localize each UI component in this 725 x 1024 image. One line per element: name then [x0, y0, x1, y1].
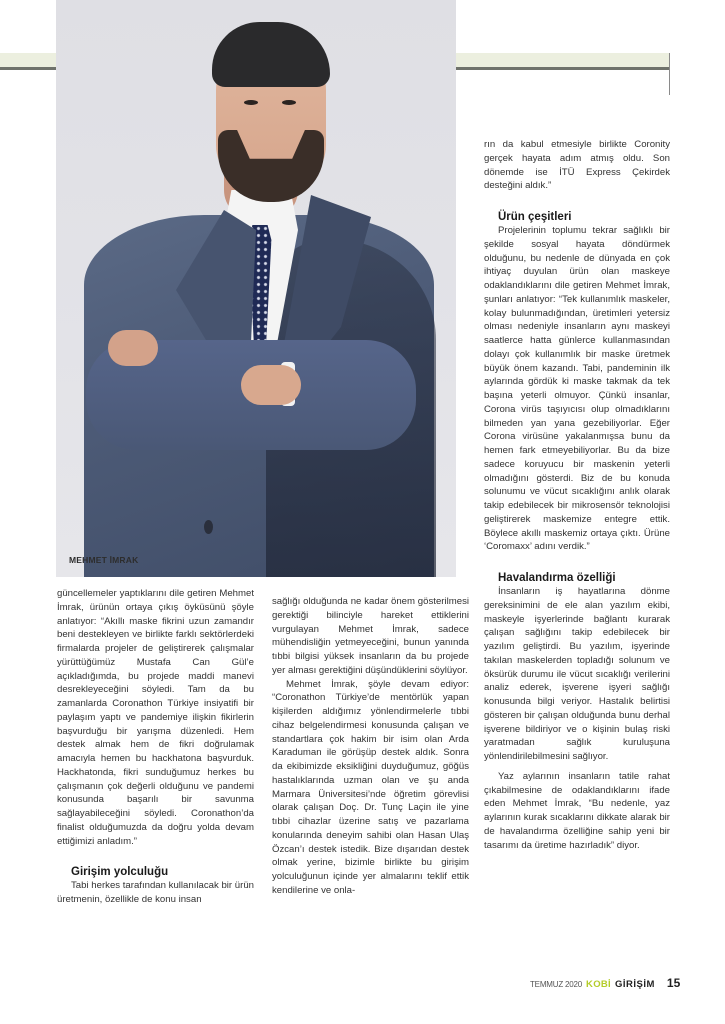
column3-intro: rın da kabul etmesiyle birlikte Coronity gerçek hayata adım atmış oldu. Son dönemde ise İTÜ Express Çekirdek desteğini aldık.” [484, 139, 670, 192]
column2-paragraph: Mehmet İmrak, şöyle devam ediyor: “Coronathon Türkiye’de mentörlük yapan kişilerden aldığımız yönlendirmelerle tıbbi cihaz belgelendirmesi konusunda çalışan ve standartlara çok hakim bir isim olan Arda Karaduman ile görüşüp destek aldık. Sonra da ekibimizde eksikliğini duyduğumuz, göğüs hastalıklarında uzman olan ve şu anda Marmara Üniversitesi’nde öğretim görevlisi olarak çalışan Doç. Dr. Tunç Laçin ile yine tıbbi cihazlar üzerine satış ve pazarlama konularında deneyim sahibi olan Hasan Ulaş Özcan’ı destek istedik. Bize dışarıdan destek olmak yerine, bizimle birlikte bu girişim yolculuğunun içinde yer almalarını teklif ettik kendilerine ve onla- [272, 678, 469, 896]
column1-paragraph: güncellemeler yaptıklarını dile getiren Mehmet İmrak, ürünün ortaya çıkış öyküsünü şöyle anlatıyor: “Akıllı maske fikrini uzun zamandır beni destekleyen ve birlikte farklı sektörlerdeki firmalarda projeler de geliştirerek çalışmalar yürüttüğümüz Mustafa Can Gül’e açıkladığımda, bu projede maddi manevi desrekleyeceğini söyledi. Tam da bu zamanlarda Coronathon Türkiye insiyatifi bir paylaşım yaptı ve pandemiye ilişkin fikirlerin başvurduğu bir yarışma düzenledi. Hem destek almak hem de fikri doğrulamak amacıyla hemen bu hackhatona başvurduk. Hackhatonda, fikri sunduğumuz herkes bu çalışmanın çok değerli olduğunu ve pandemi konusunda başarılı bir savunma sağlayabileceğini söyledi. Coronathon’da finalist olduğumuzda da doğru yolda devam ettiğimizi anladım.” [57, 588, 254, 847]
right-eye [282, 100, 296, 105]
left-hand [241, 365, 301, 405]
jacket-button [204, 520, 213, 534]
section-heading-urun-cesitleri: Ürün çeşitleri [498, 211, 572, 223]
left-eye [244, 100, 258, 105]
article-column-1 [57, 587, 254, 907]
column2-paragraph: sağlığı olduğunda ne kadar önem gösterilmesi gerektiği bilinciyle hareket ettiklerini vurgulayan Mehmet İmrak, sadece mühendisliğin yetmeyeceğini, bunun yanında tıbbi bilgisi yüksek insanların da bu projede yer alması gerektiğini düşündüklerini söylüyor. [272, 596, 469, 676]
article-column-2 [272, 595, 469, 898]
right-hand [108, 330, 158, 366]
page-number: 15 [666, 976, 681, 990]
column3-paragraph: İnsanların iş hayatlarına dönme gereksinimini de ele alan yazılım ekibi, maskeyle işyerlerinde bağlantı kurarak çalışan sağlığını takip edebilecek bir yazılım geliştirdi. Bu yazılım, işyerinde takılan maskelerden topladığı solunum ve öksürük durumu ile vücut sıcaklığı verilerini analiz ederek, işverene işyeri sağlığı konusunda bilgi veriyor. Hastalık belirtisi gösteren bir çalışan olduğunda bunu derhal işverene bildiriyor ve o kişinin bulaş riski yaratmadan sağlık kuruluşuna yönlendirilebilmesini sağlıyor. [484, 586, 670, 762]
photo-caption: MEHMET İMRAK [69, 555, 139, 565]
portrait-photo [56, 0, 456, 577]
magazine-brand-kobi: KOBİ [586, 979, 611, 990]
section-heading-girisim-yolculugu: Girişim yolculuğu [71, 866, 169, 879]
issue-date: TEMMUZ 2020 [530, 980, 583, 989]
page-footer [530, 976, 680, 990]
column1-paragraph-after-heading: Tabi herkes tarafından kullanılacak bir ürün üretmenin, özellikle de konu insan [57, 880, 254, 905]
header-bar-vertical-rule [669, 53, 670, 95]
article-column-3 [484, 138, 670, 852]
column3-paragraph: Yaz aylarının insanların tatile rahat çıkabilmesine de odaklandıklarını ifade eden Mehmet İmrak, “Bu nedenle, yaz aylarının kurak sıcaklarını dikkate alarak bir de havalandırma özelliğine sahip yeni bir tasarımı da üretime hazırladık” diyor. [484, 770, 670, 851]
hair [212, 22, 330, 87]
section-heading-havalandirma-ozelligi: Havalandırma özelliği [498, 572, 616, 584]
column3-paragraph: Projelerinin toplumu tekrar sağlıklı bir şekilde sosyal hayata döndürmek olduğunu, bu nedenle de dünyada en çok ihtiyaç duyulan ürün olan maskeye odaklandıklarını dile getiren Mehmet İmrak, şunları anlatıyor: “Tek kullanımlık maskeler, kolay bulunmadığından, üretimleri yetersiz olması nedeniyle insanların aynı maskeyi saatlerce hatta günlerce kullanmasından dolayı çok kullanımlık bir maske üretmek büyük önem kazandı. Tabi, pandeminin ilk aylarında gördük ki maske takmak da tek başına yeterli olmuyor. Çünkü insanlar, Corona virüs taşıyıcısı olup olmadıklarını bilmeden yan yana gezebiliyorlar. Eğer Corona virüsüne yakalanmışsa bunu da hemen fark etmeyebiliyorlar. Bu da bize sadece koruyucu bir maskenin yeterli olmadığını gösterdi. Biz de bu konuda solunumu ve vücut sıcaklığını anlık olarak takip edebilecek bir mikrosensör teknolojisi geliştirerek maskemize entegre ettik. Böylece akıllı maskemiz ortaya çıktı. Ürüne ‘Coromaxx’ adını verdik.” [484, 225, 670, 553]
magazine-brand-girisim: GİRİŞİM [615, 979, 655, 990]
